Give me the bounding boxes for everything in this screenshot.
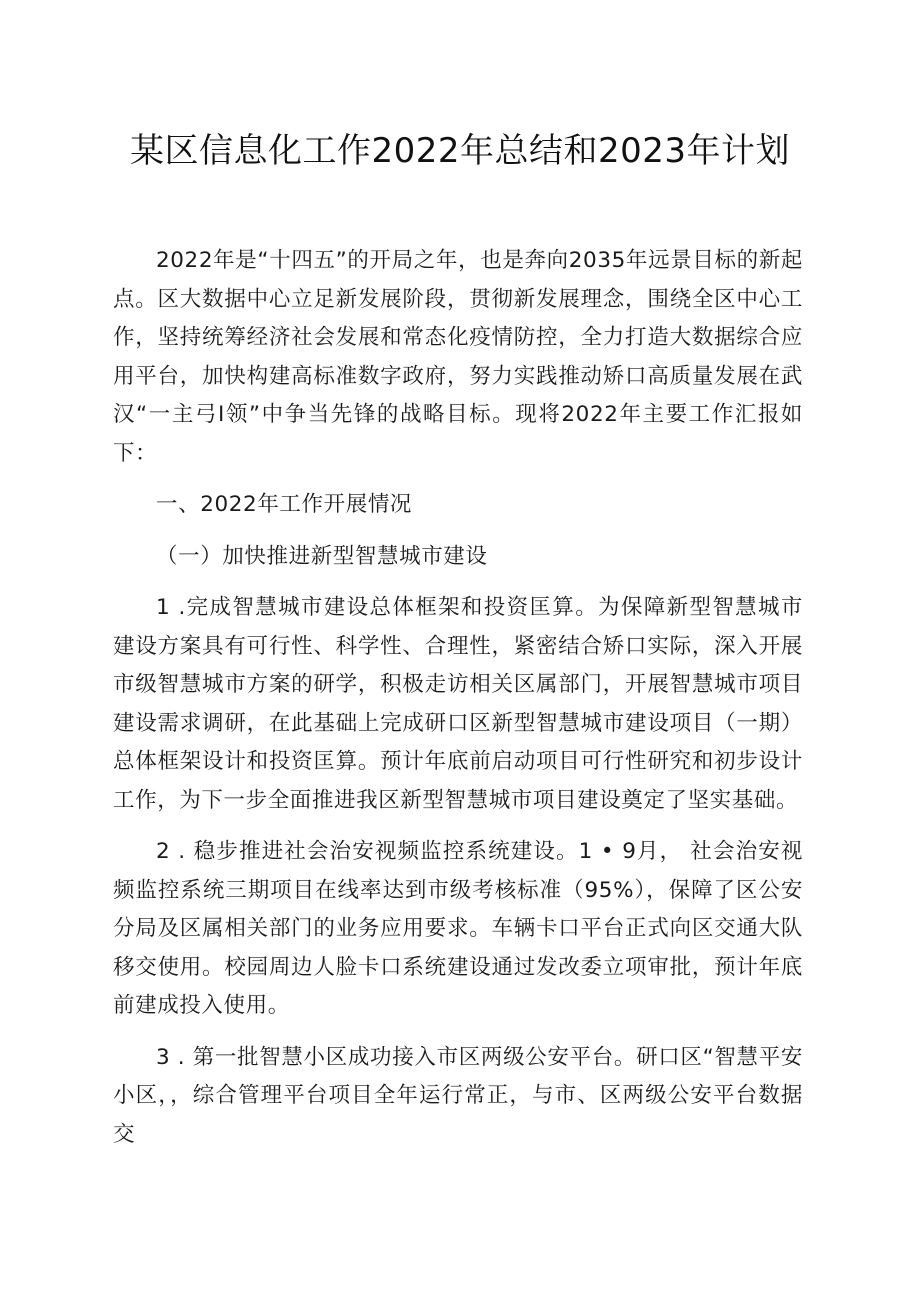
- subsection-heading: （一）加快推进新型智慧城市建设: [156, 543, 488, 569]
- item-paragraph-1: 1 .完成智慧城市建设总体框架和投资匡算。为保障新型智慧城市建设方案具有可行性、科学性、合理性，紧密结合矫口实际，深入开展市级智慧城市方案的研学，积极走访相关区属部门，开展智慧城市项目建设需求调研，在此基础上完成研口区新型智慧城市建设项目（一期）总体框架设计和投资匡算。预计年底前启动项目可行性研究和初步设计工作，为下一步全面推进我区新型智慧城市项目建设奠定了坚实基础。: [113, 595, 803, 813]
- section-heading: 一、2022年工作开展情况: [156, 492, 413, 517]
- item-paragraph-2: 2 . 稳步推进社会治安视频监控系统建设。1 • 9月， 社会治安视频监控系统三期项目在线率达到市级考核标准（95%），保障了区公安分局及区属相关部门的业务应用要求。车辆卡口平台正式向区交通大队移交使用。校园周边人脸卡口系统建设通过发改委立项审批，预计年底前建成投入使用。: [113, 839, 803, 1018]
- item-paragraph-3: 3 . 第一批智慧小区成功接入市区两级公安平台。研口区“智慧平安小区，，综合管理平台项目全年运行常正，与市、区两级公安平台数据交: [113, 1044, 803, 1147]
- intro-paragraph: 2022年是“十四五”的开局之年，也是奔向2035年远景目标的新起点。区大数据中心立足新发展阶段，贯彻新发展理念，围绕全区中心工作，坚持统筹经济社会发展和常态化疫情防控，全力打造大数据综合应用平台，加快构建高标准数字政府，努力实践推动矫口高质量发展在武汉“一主弓I领”中争当先锋的战略目标。现将2022年主要工作汇报如下：: [113, 248, 803, 466]
- document-body: [113, 242, 803, 1154]
- document-title: 某区信息化工作2022年总结和2023年计划: [129, 131, 791, 171]
